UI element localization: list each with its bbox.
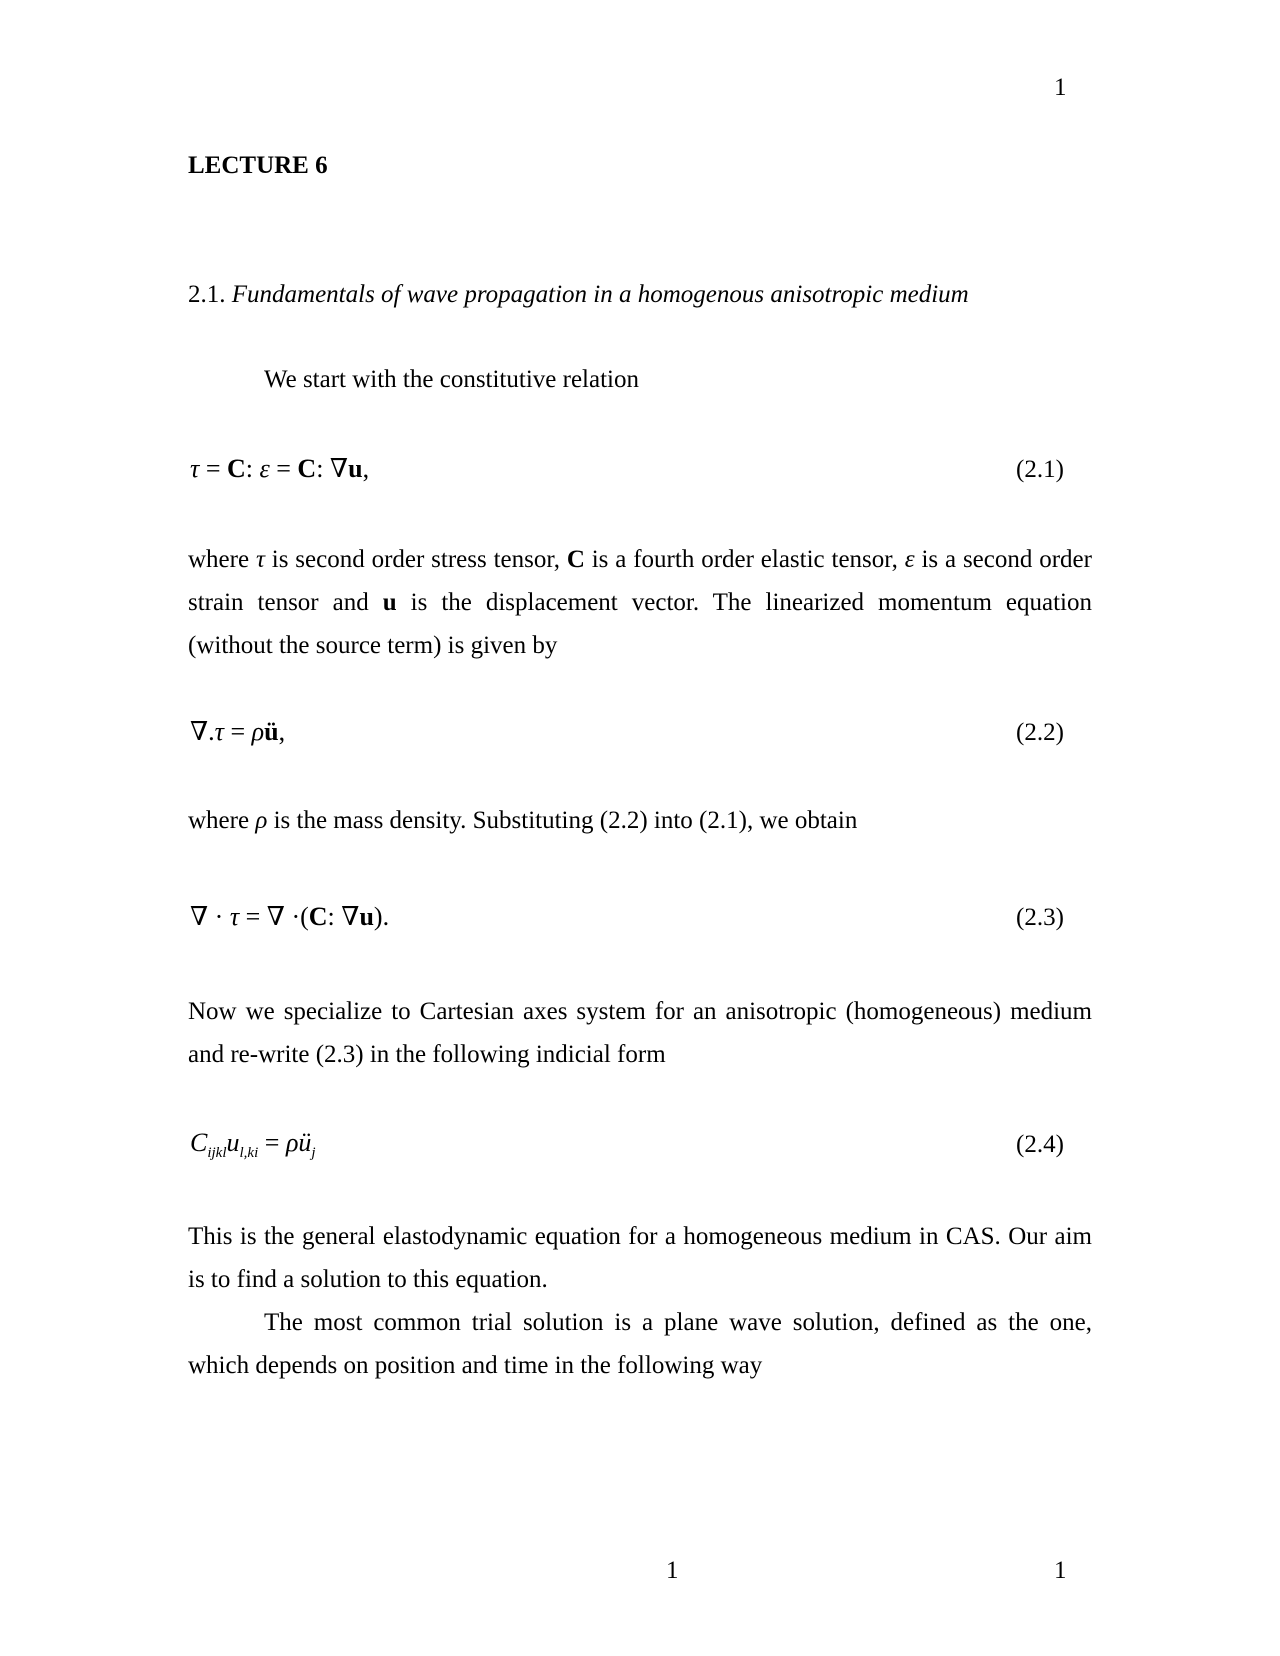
equals-sign: =: [223, 717, 252, 746]
rho-symbol: ρ: [285, 1128, 299, 1157]
paragraph-5: The most common trial solution is a plane wave solution, defined as the one, which depends on position and time in the following way: [188, 1309, 1092, 1379]
equation-number-2-1: (2.1): [1016, 456, 1064, 483]
equals-sign: =: [258, 1128, 286, 1157]
double-dot-nabla: : ∇: [316, 454, 349, 483]
subscript-lki: l,ki: [239, 1145, 259, 1161]
rho-symbol: ρ: [255, 807, 268, 834]
equation-number-2-4: (2.4): [1016, 1131, 1064, 1158]
text-run: is a fourth order elastic tensor,: [584, 546, 905, 573]
subscript-ijkl: ijkl: [207, 1145, 227, 1161]
elastic-tensor-symbol: C: [297, 454, 317, 483]
equation-2-2: [190, 717, 285, 747]
paragraph-3: Now we specialize to Cartesian axes system for an anisotropic (homogeneous) medium and re-write (2.3) in the following indicial form: [188, 998, 1092, 1068]
text-run: is the displacement vector. The linearized momentum equation (without the source term) is given by: [188, 589, 1093, 659]
text-run: is the mass density. Substituting (2.2) into (2.1), we obtain: [267, 807, 858, 834]
tau-symbol: τ: [229, 902, 240, 931]
equals-sign: =: [269, 454, 298, 483]
comma: ,: [278, 717, 286, 746]
comma: ,: [362, 454, 370, 483]
nabla-dot: ∇.: [190, 717, 215, 746]
equation-number-2-2: (2.2): [1016, 719, 1064, 746]
page-number-top: 1: [1054, 74, 1067, 101]
elastic-tensor-symbol: C: [226, 454, 246, 483]
rho-symbol: ρ: [251, 717, 265, 746]
section-heading: [188, 282, 969, 307]
subscript-j: j: [311, 1145, 316, 1161]
displacement-symbol: u: [348, 454, 363, 483]
elastic-tensor-symbol: C: [308, 902, 328, 931]
epsilon-symbol: ε: [904, 546, 915, 573]
tau-symbol: τ: [255, 546, 265, 573]
equals-sign: =: [199, 454, 227, 483]
paragraph-2: [188, 799, 1092, 842]
acceleration-symbol: ü: [264, 717, 279, 746]
double-dot-nabla: : ∇: [327, 902, 360, 931]
page-number-center: 1: [666, 1557, 679, 1584]
text-run: where: [188, 546, 256, 573]
tau-symbol: τ: [190, 454, 200, 483]
double-dot: :: [245, 454, 260, 483]
elastic-constant-symbol: C: [190, 1128, 208, 1157]
equation-2-3: [190, 902, 389, 932]
equals-nabla-dot: = ∇ ·(: [239, 902, 309, 931]
closing-paren: ).: [373, 902, 390, 931]
text-run: is second order stress tensor,: [264, 546, 567, 573]
equation-2-4: [190, 1128, 316, 1161]
tau-symbol: τ: [214, 717, 224, 746]
epsilon-symbol: ε: [259, 454, 270, 483]
text-run: where: [188, 807, 256, 834]
lecture-title: LECTURE 6: [188, 152, 328, 179]
equation-2-1: [190, 454, 369, 484]
text-run: is a second order strain tensor and: [188, 546, 1092, 616]
nabla-dot: ∇ ·: [190, 902, 230, 931]
paragraph-4: This is the general elastodynamic equation for a homogeneous medium in CAS. Our aim is to find a solution to this equation.: [188, 1223, 1092, 1293]
page-number-right: 1: [1054, 1557, 1067, 1584]
section-number: 2.1.: [188, 281, 226, 308]
acceleration-component: ü: [298, 1128, 312, 1157]
displacement-component: u: [226, 1128, 240, 1157]
displacement-symbol: u: [359, 902, 374, 931]
displacement-symbol: u: [382, 589, 397, 616]
intro-text: We start with the constitutive relation: [264, 366, 639, 393]
elastic-tensor-symbol: C: [566, 546, 585, 573]
paragraph-1: [188, 538, 1092, 667]
section-title: Fundamentals of wave propagation in a homogenous anisotropic medium: [231, 281, 969, 308]
equation-number-2-3: (2.3): [1016, 904, 1064, 931]
